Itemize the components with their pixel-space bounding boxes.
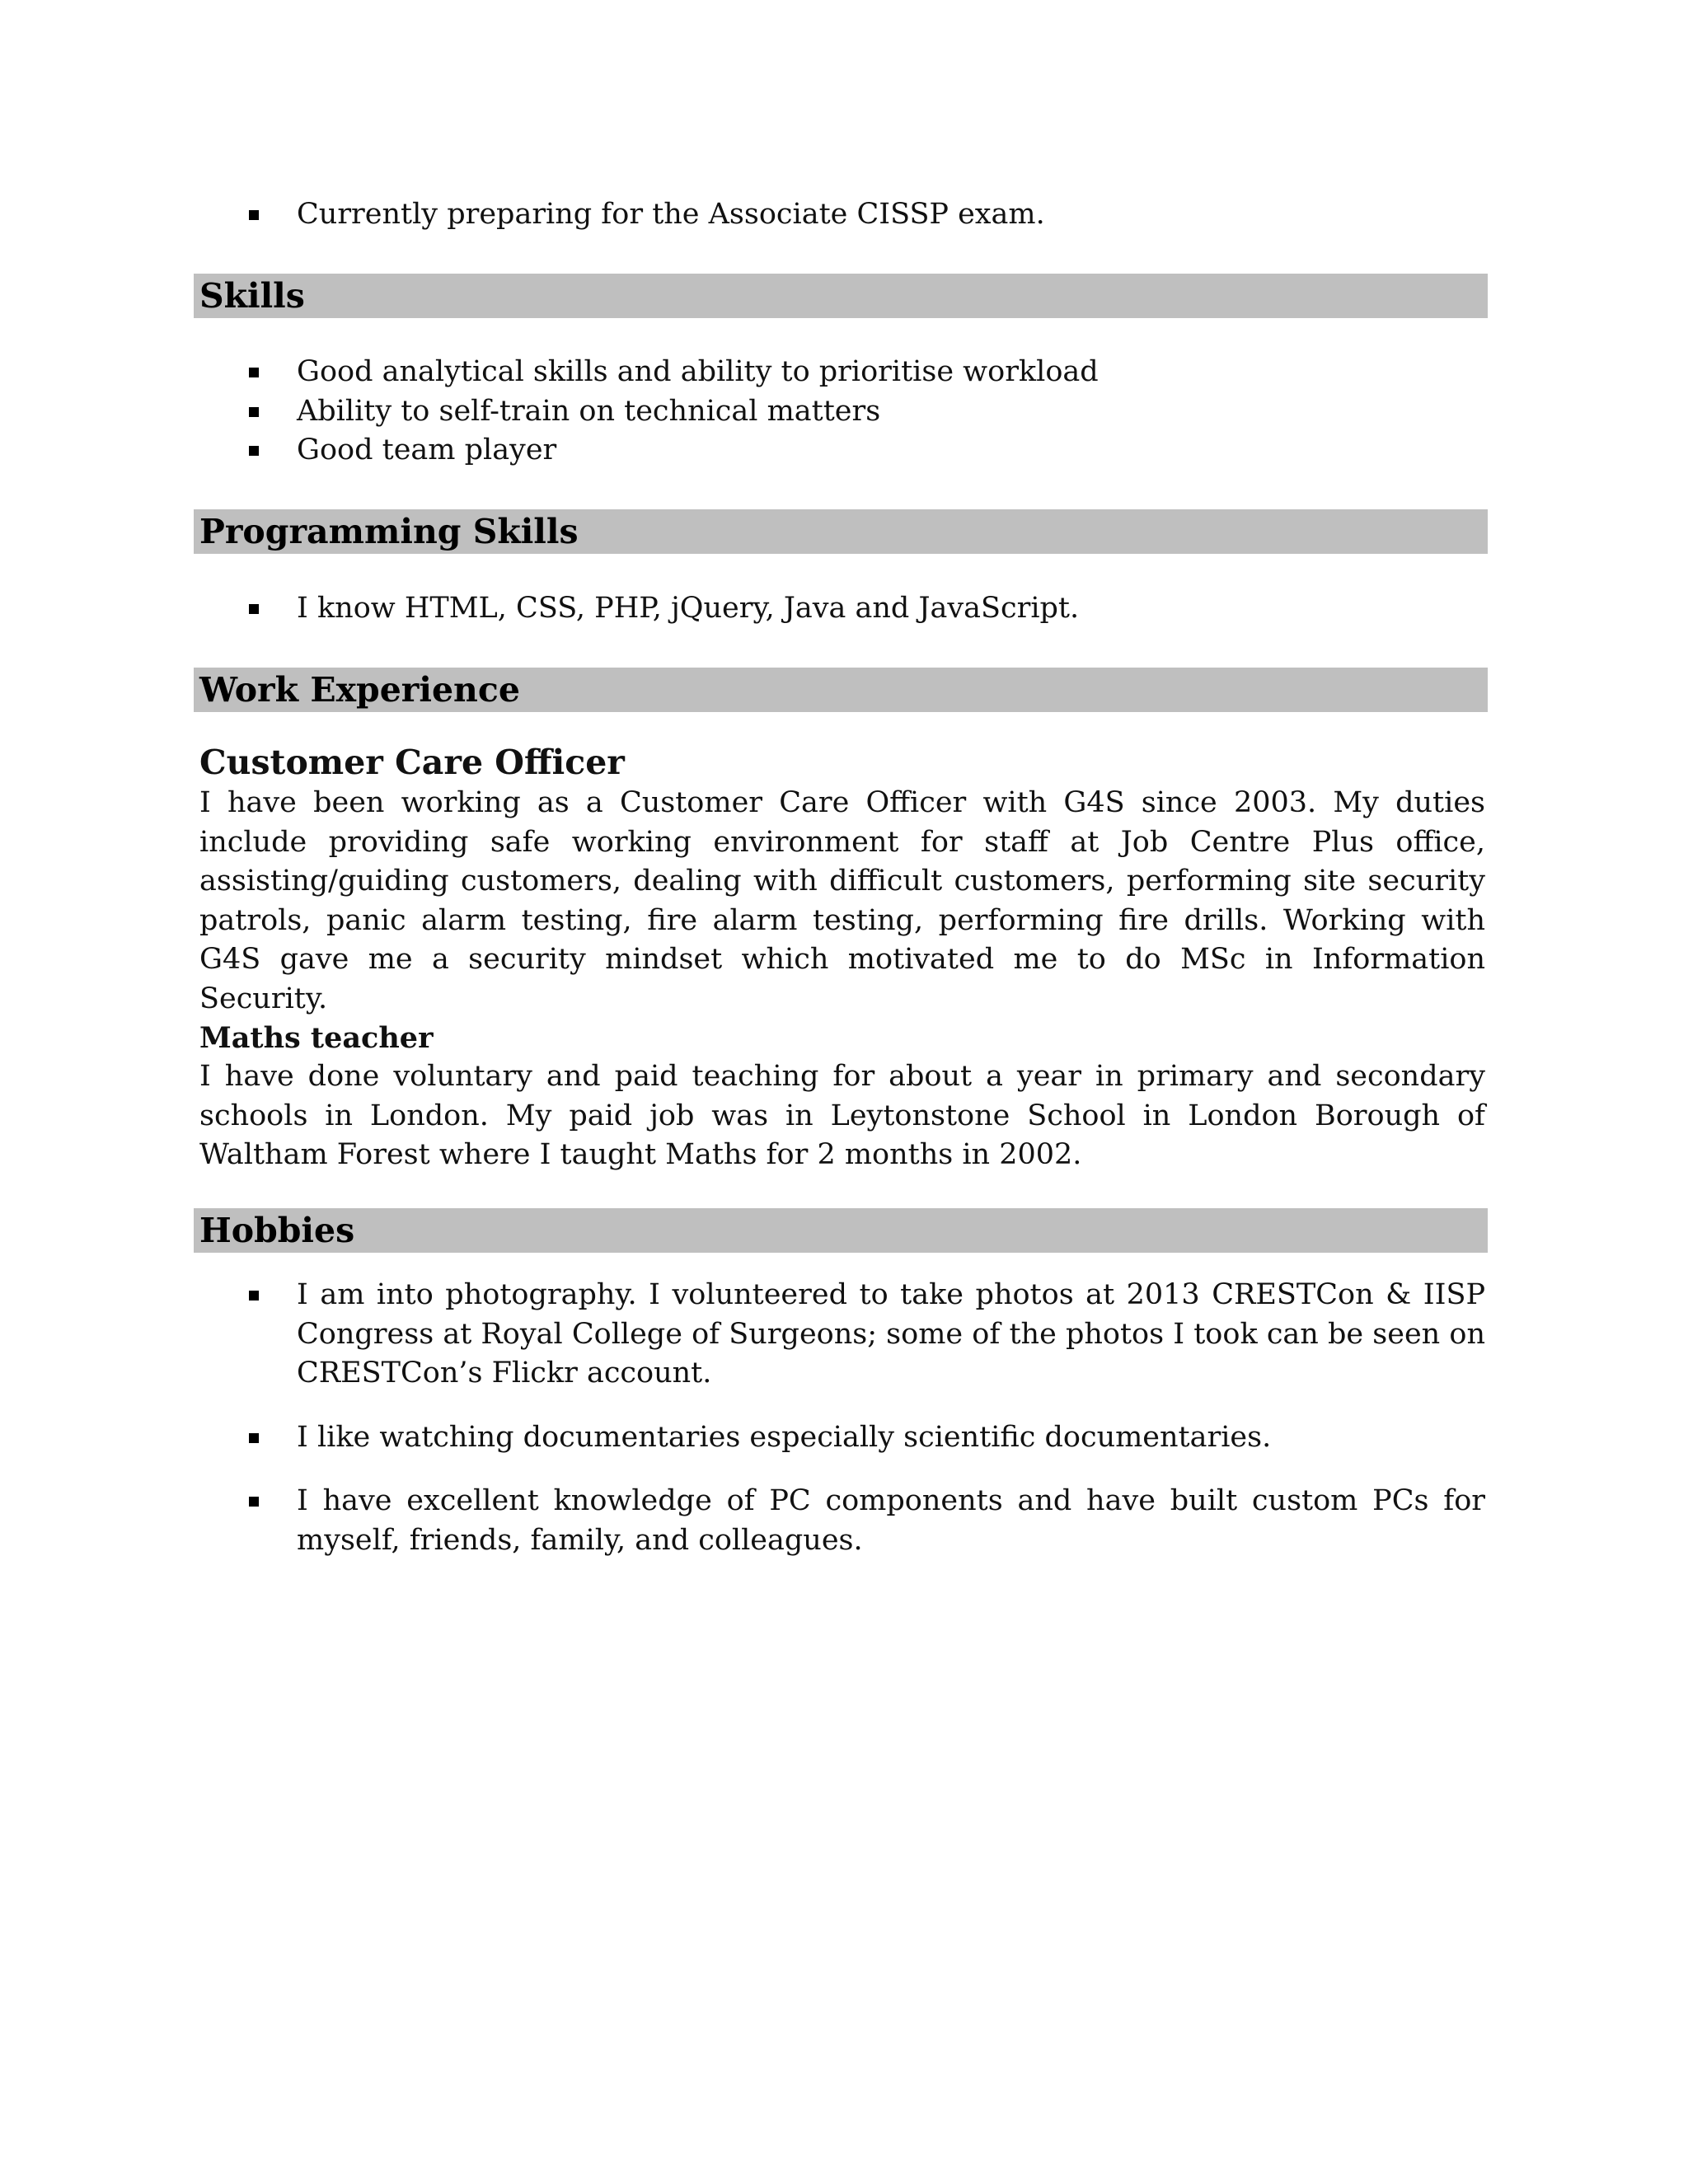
skills-list bbox=[247, 353, 1484, 471]
programming-skills-list bbox=[247, 589, 1484, 629]
section-heading-text: Programming Skills bbox=[199, 512, 579, 551]
square-bullet-icon bbox=[249, 210, 259, 220]
square-bullet-icon bbox=[249, 446, 259, 456]
list-item-text: Currently preparing for the Associate CISSP exam. bbox=[297, 198, 1045, 231]
list-item bbox=[247, 195, 1484, 235]
list-item-text: Good analytical skills and ability to prioritise workload bbox=[297, 355, 1099, 388]
job-title: Maths teacher bbox=[199, 1021, 434, 1055]
job-description: I have been working as a Customer Care Officer with G4S since 2003. My duties include providing safe working environment for staff at Job Centre Plus office, assisting/guiding customers, dealing with difficult customers, performing site security patrols, panic alarm testing, fire alarm testing, performing fire drills. Working with G4S gave me a security mindset which motivated me to do MSc in Information Security. bbox=[199, 786, 1485, 1015]
list-item bbox=[247, 1418, 1485, 1458]
job-title: Customer Care Officer bbox=[199, 743, 625, 782]
job-description: I have done voluntary and paid teaching for about a year in primary and secondary schools in London. My paid job was in Leytonstone School in London Borough of Waltham Forest where I taught Maths for 2 months in 2002. bbox=[199, 1060, 1485, 1171]
square-bullet-icon bbox=[249, 1433, 259, 1443]
list-item-text: I like watching documentaries especially scientific documentaries. bbox=[297, 1420, 1272, 1454]
section-heading-text: Skills bbox=[199, 276, 305, 316]
list-item-text: I know HTML, CSS, PHP, jQuery, Java and JavaScript. bbox=[297, 592, 1080, 625]
certification-list bbox=[247, 195, 1484, 235]
list-item bbox=[247, 1276, 1485, 1394]
square-bullet-icon bbox=[249, 604, 259, 614]
section-heading-programming-skills bbox=[194, 509, 1488, 554]
list-item-text: Ability to self-train on technical matters bbox=[297, 394, 881, 428]
square-bullet-icon bbox=[249, 1291, 259, 1301]
section-heading-work-experience bbox=[194, 668, 1488, 712]
list-item-text: I am into photography. I volunteered to take photos at 2013 CRESTCon & IISP Congress at Royal College of Surgeons; some of the photos I took can be seen on CRESTCon’s Flickr account. bbox=[297, 1278, 1485, 1390]
square-bullet-icon bbox=[249, 407, 259, 417]
hobbies-list bbox=[247, 1276, 1485, 1560]
section-heading-skills bbox=[194, 274, 1488, 318]
square-bullet-icon bbox=[249, 1497, 259, 1507]
list-item bbox=[247, 392, 1484, 432]
list-item bbox=[247, 1482, 1485, 1560]
list-item bbox=[247, 353, 1484, 392]
square-bullet-icon bbox=[249, 368, 259, 377]
list-item bbox=[247, 589, 1484, 629]
list-item-text: I have excellent knowledge of PC components and have built custom PCs for myself, friends, family, and colleagues. bbox=[297, 1484, 1485, 1557]
section-heading-text: Work Experience bbox=[199, 670, 520, 710]
section-heading-hobbies bbox=[194, 1208, 1488, 1253]
list-item bbox=[247, 431, 1484, 471]
section-heading-text: Hobbies bbox=[199, 1211, 355, 1250]
list-item-text: Good team player bbox=[297, 434, 557, 466]
